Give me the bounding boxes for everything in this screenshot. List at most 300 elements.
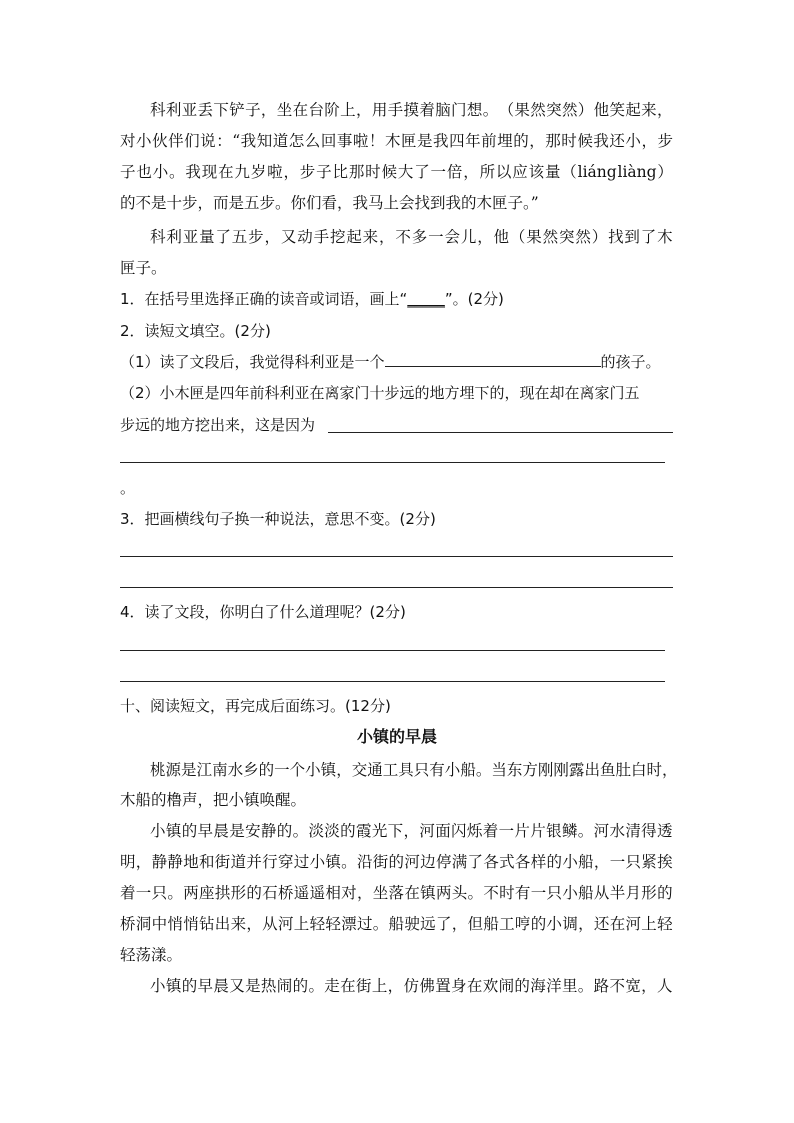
char: 刚 <box>553 761 569 779</box>
char: 着 <box>120 884 136 902</box>
char: 街 <box>355 977 372 995</box>
char: 船 <box>578 853 594 871</box>
char: 然 <box>542 228 559 246</box>
char: 江 <box>196 761 213 779</box>
char: 们 <box>184 132 200 150</box>
char: 怎 <box>288 132 305 150</box>
char: 河 <box>625 915 642 933</box>
char: 通 <box>367 761 383 779</box>
char: 候 <box>381 163 398 181</box>
char: 会 <box>444 228 460 246</box>
char: 悄 <box>167 915 183 933</box>
char: 露 <box>568 761 585 779</box>
char: 行 <box>262 853 278 871</box>
char: 又 <box>280 228 297 246</box>
char: 头 <box>451 884 468 902</box>
char: 挖 <box>329 228 346 246</box>
char: （ <box>498 101 515 119</box>
char: 遥 <box>309 884 326 902</box>
char: 说 <box>200 132 216 150</box>
char: 一 <box>609 853 626 871</box>
char: 上 <box>340 101 356 119</box>
char: ， <box>641 977 657 995</box>
char: 阶 <box>324 101 340 119</box>
char: 我 <box>433 132 449 150</box>
char: 但 <box>467 915 484 933</box>
char: 。 <box>577 822 594 840</box>
answer-blank[interactable] <box>385 352 601 367</box>
char: 不 <box>483 884 499 902</box>
char: 镇 <box>325 853 341 871</box>
char: 以 <box>495 163 512 181</box>
char: 。 <box>167 884 183 902</box>
char: 交 <box>351 761 368 779</box>
char: 得 <box>641 822 657 840</box>
char: 并 <box>246 853 262 871</box>
char: 遥 <box>293 884 310 902</box>
question-2-2-cont: 步远的地方挖出来，这是因为 <box>120 416 316 434</box>
char: 坐 <box>276 101 293 119</box>
char: 形 <box>230 884 247 902</box>
char: 早 <box>197 977 214 995</box>
char: 。 <box>308 977 324 995</box>
char: 果 <box>526 228 542 246</box>
char: 边 <box>420 853 436 871</box>
question-1 <box>120 289 504 309</box>
question-2-1 <box>120 352 661 372</box>
char: 时 <box>646 761 663 779</box>
char: 我 <box>240 132 257 150</box>
char: 用 <box>371 101 388 119</box>
char: 静 <box>151 853 168 871</box>
char: 又 <box>229 977 245 995</box>
char: 一 <box>135 884 152 902</box>
char: 小 <box>150 977 166 995</box>
char: 小 <box>562 853 578 871</box>
question-2-1-text: （1）读了文段后，我觉得科利亚是一个 <box>120 353 385 371</box>
char: 回 <box>320 132 337 150</box>
char: 。 <box>475 761 492 779</box>
char: 那 <box>348 163 365 181</box>
char: 铲 <box>229 101 245 119</box>
char: 的 <box>514 977 530 995</box>
char: 伙 <box>152 132 168 150</box>
char: 子 <box>120 163 136 181</box>
char: 石 <box>262 884 278 902</box>
passage-line: 的不是十步，而是五步。你们看，我马上会找到我的木匣子。” <box>120 194 539 212</box>
char: 起 <box>625 101 641 119</box>
char: 佛 <box>419 977 435 995</box>
char: 。 <box>292 822 309 840</box>
char: 了 <box>435 915 452 933</box>
char: 步 <box>657 132 673 150</box>
char: ， <box>463 163 479 181</box>
char: 出 <box>214 915 231 933</box>
char: 肚 <box>615 761 631 779</box>
answer-line[interactable] <box>120 462 665 463</box>
char: 对 <box>341 884 357 902</box>
char: 想 <box>466 101 483 119</box>
char: ， <box>403 822 420 840</box>
question-4: 4．读了文段，你明白了什么道理呢？(2分) <box>120 603 406 621</box>
char: 方 <box>522 761 538 779</box>
char: 镇 <box>165 977 182 995</box>
char: 宽 <box>625 977 641 995</box>
char: 远 <box>420 915 436 933</box>
char: 安 <box>245 822 261 840</box>
char: 一 <box>530 884 547 902</box>
char: 欢 <box>482 977 499 995</box>
char: 不 <box>609 977 625 995</box>
char: 船 <box>460 761 476 779</box>
char: 挨 <box>657 853 673 871</box>
char: 片 <box>514 822 530 840</box>
char: 当 <box>491 761 507 779</box>
passage-line <box>150 227 673 247</box>
passage-line <box>120 914 673 934</box>
char: ， <box>246 915 262 933</box>
char: ） <box>657 163 673 181</box>
char: ， <box>135 853 152 871</box>
char: 落 <box>388 884 405 902</box>
char: 洋 <box>546 977 562 995</box>
char: 。 <box>482 101 499 119</box>
char: 桥 <box>277 884 294 902</box>
char: 漂 <box>341 915 357 933</box>
char: liàng <box>617 163 657 181</box>
char: 匣 <box>400 132 417 150</box>
char: 样 <box>530 853 547 871</box>
char: 手 <box>387 101 404 119</box>
char: 人 <box>657 977 673 995</box>
char: 光 <box>371 822 388 840</box>
char: 道 <box>272 132 289 150</box>
char: 河 <box>404 853 420 871</box>
char: 有 <box>429 761 445 779</box>
char: ， <box>657 101 673 119</box>
char: 桃 <box>150 761 166 779</box>
char: 哼 <box>514 915 531 933</box>
char: 然 <box>561 101 578 119</box>
char: 科 <box>150 228 166 246</box>
char: 的 <box>530 915 547 933</box>
char: 时 <box>365 163 381 181</box>
char: 镇 <box>320 761 337 779</box>
char: 淡 <box>324 822 340 840</box>
passage-line <box>120 162 673 182</box>
char: 小 <box>152 163 169 181</box>
char: 那 <box>545 132 561 150</box>
char: 对 <box>120 132 136 150</box>
char: 街 <box>214 853 231 871</box>
char: 知 <box>256 132 273 150</box>
char: 下 <box>387 822 404 840</box>
char: 镇 <box>165 822 182 840</box>
char: ！ <box>368 132 385 150</box>
char: 有 <box>514 884 531 902</box>
char: 然 <box>575 228 591 246</box>
char: 鱼 <box>599 761 616 779</box>
char: 南 <box>212 761 228 779</box>
char: 比 <box>332 163 348 181</box>
char: 满 <box>451 853 468 871</box>
char: 一 <box>274 761 290 779</box>
char: 钻 <box>198 915 215 933</box>
char: ， <box>593 853 610 871</box>
char: 只 <box>151 884 168 902</box>
char: 小 <box>562 884 578 902</box>
char: 船 <box>578 884 594 902</box>
passage-line <box>120 131 673 151</box>
char: 的 <box>258 761 275 779</box>
answer-line[interactable] <box>120 556 673 557</box>
char: 利 <box>165 101 182 119</box>
char: liáng <box>577 163 617 181</box>
passage-line <box>150 976 673 996</box>
char: ， <box>641 132 657 150</box>
char: 出 <box>584 761 600 779</box>
char: 的 <box>276 822 293 840</box>
char: 各 <box>483 853 499 871</box>
char: 坐 <box>372 884 389 902</box>
char: 候 <box>577 132 593 150</box>
char: 。 <box>467 884 484 902</box>
char: 东 <box>506 761 523 779</box>
char: 小 <box>150 822 166 840</box>
char: 轻 <box>325 915 341 933</box>
question-2-1-suffix: 的孩子。 <box>600 353 661 371</box>
section-heading: 十、阅读短文，再完成后面练习。(12分) <box>120 697 391 715</box>
char: 的 <box>513 132 529 150</box>
char: 来 <box>230 915 247 933</box>
char: 具 <box>398 761 414 779</box>
char: ， <box>379 228 395 246</box>
char: 过 <box>356 915 373 933</box>
char: 水 <box>609 822 625 840</box>
char: 两 <box>183 884 199 902</box>
char: 科 <box>150 101 166 119</box>
char: 乡 <box>243 761 259 779</box>
char: 起 <box>346 228 362 246</box>
char: （ <box>561 163 577 181</box>
char: 河 <box>419 822 435 840</box>
char: 利 <box>166 228 182 246</box>
char: 和 <box>198 853 215 871</box>
char: 小 <box>444 761 461 779</box>
passage-line: 轻荡漾。 <box>120 946 183 964</box>
char: 小 <box>546 915 563 933</box>
char: 的 <box>181 977 198 995</box>
char: 时 <box>561 132 577 150</box>
char: 个 <box>289 761 306 779</box>
char: 木 <box>384 132 401 150</box>
question-1-underline: _____ <box>407 290 445 308</box>
char: 年 <box>465 132 481 150</box>
passage-line <box>120 852 673 872</box>
char: 啦 <box>267 163 283 181</box>
char: 着 <box>419 101 435 119</box>
char: “ <box>232 132 241 150</box>
char: 量 <box>544 163 561 181</box>
char: 的 <box>246 884 262 902</box>
char: 亚 <box>181 101 198 119</box>
char: 淡 <box>308 822 324 840</box>
answer-line[interactable] <box>120 681 665 682</box>
char: 手 <box>313 228 330 246</box>
char: 亚 <box>182 228 199 246</box>
char: 紧 <box>641 853 657 871</box>
char: 还 <box>593 915 610 933</box>
answer-line[interactable] <box>120 587 673 588</box>
char: 埋 <box>497 132 513 150</box>
char: 步 <box>248 228 264 246</box>
char: 从 <box>262 915 278 933</box>
char: 是 <box>181 761 197 779</box>
char: ， <box>283 163 299 181</box>
char: 工 <box>382 761 399 779</box>
char: 大 <box>397 163 414 181</box>
passage-line <box>120 883 673 903</box>
char: 。 <box>372 915 389 933</box>
answer-line[interactable] <box>120 650 665 651</box>
char: 只 <box>625 853 642 871</box>
char: 烁 <box>466 822 483 840</box>
char: 的 <box>388 853 405 871</box>
char: ， <box>355 101 372 119</box>
char: 是 <box>417 132 433 150</box>
char: 置 <box>435 977 451 995</box>
question-2-2: （2）小木匣是四年前科利亚在离家门十步远的地方埋下的，现在却在离家门五 <box>120 384 640 402</box>
char: 的 <box>292 977 309 995</box>
char: 拱 <box>214 884 231 902</box>
char: 月 <box>625 884 642 902</box>
char: 四 <box>449 132 465 150</box>
char: 闹 <box>498 977 515 995</box>
char: 在 <box>340 977 356 995</box>
char: 也 <box>136 163 152 181</box>
char: 突 <box>558 228 575 246</box>
char: 闪 <box>451 822 467 840</box>
passage-line <box>150 821 673 841</box>
char: 上 <box>371 977 388 995</box>
char: 还 <box>609 132 625 150</box>
char: 刚 <box>537 761 554 779</box>
char: 子 <box>316 163 332 181</box>
question-3: 3．把画横线句子换一种说法，意思不变。(2分) <box>120 510 436 528</box>
passage-title: 小镇的早晨 <box>356 727 437 746</box>
char: 静 <box>260 822 277 840</box>
char: 多 <box>411 228 428 246</box>
char: 步 <box>299 163 316 181</box>
char: 突 <box>546 101 562 119</box>
char: 两 <box>435 884 452 902</box>
char: 工 <box>499 915 515 933</box>
char: 子 <box>245 101 261 119</box>
char: 水 <box>227 761 244 779</box>
char: 明 <box>120 853 136 871</box>
char: 半 <box>609 884 626 902</box>
char: 在 <box>218 163 234 181</box>
char: 。 <box>169 163 185 181</box>
char: 里 <box>561 977 578 995</box>
char: 晨 <box>213 822 229 840</box>
char: 摸 <box>403 101 420 119</box>
char: 座 <box>198 884 215 902</box>
char: 前 <box>481 132 497 150</box>
char: 透 <box>657 822 673 840</box>
char: 清 <box>625 822 641 840</box>
char: ， <box>451 915 468 933</box>
char: 各 <box>514 853 531 871</box>
char: 事 <box>336 132 353 150</box>
char: 他 <box>593 101 610 119</box>
char: 过 <box>293 853 310 871</box>
char: 悄 <box>183 915 199 933</box>
char: 小 <box>136 132 152 150</box>
char: 船 <box>388 915 405 933</box>
passage-line <box>150 100 673 120</box>
char: 了 <box>215 228 231 246</box>
char: 走 <box>324 977 340 995</box>
char: 在 <box>292 101 309 119</box>
char: ： <box>216 132 232 150</box>
char: 停 <box>435 853 452 871</box>
char: 河 <box>593 822 610 840</box>
char: 白 <box>630 761 647 779</box>
char: 该 <box>528 163 545 181</box>
passage-line <box>150 760 678 780</box>
char: 热 <box>260 977 277 995</box>
passage-line: 木船的橹声，把小镇唤醒。 <box>120 791 307 809</box>
char: 岁 <box>250 163 267 181</box>
question-1-score: ”。(2分) <box>444 290 504 308</box>
char: 了 <box>467 853 484 871</box>
char: 脑 <box>435 101 451 119</box>
char: 五 <box>231 228 248 246</box>
char: 早 <box>197 822 214 840</box>
char: 下 <box>213 101 229 119</box>
char: 源 <box>165 761 182 779</box>
char: 应 <box>512 163 528 181</box>
answer-line[interactable] <box>328 432 673 433</box>
char: 调 <box>562 915 578 933</box>
char: 木 <box>657 228 673 246</box>
char: 上 <box>641 915 657 933</box>
char: 桥 <box>120 915 136 933</box>
char: 的 <box>181 822 198 840</box>
char: 小 <box>309 853 326 871</box>
char: 只 <box>413 761 430 779</box>
char: 地 <box>183 853 199 871</box>
char: 了 <box>640 228 657 246</box>
char: 我 <box>593 132 609 150</box>
char: 不 <box>395 228 411 246</box>
char: ， <box>477 228 493 246</box>
char: 现 <box>201 163 218 181</box>
char: ， <box>529 132 545 150</box>
char: ， <box>336 761 352 779</box>
char: 在 <box>466 977 483 995</box>
char: 丢 <box>197 101 214 119</box>
char: 着 <box>482 822 499 840</box>
char: 河 <box>277 915 294 933</box>
char: 么 <box>304 132 321 150</box>
char: （ <box>509 228 526 246</box>
char: 路 <box>593 977 610 995</box>
char: 海 <box>530 977 546 995</box>
char: ） <box>577 101 594 119</box>
char: 中 <box>151 915 168 933</box>
